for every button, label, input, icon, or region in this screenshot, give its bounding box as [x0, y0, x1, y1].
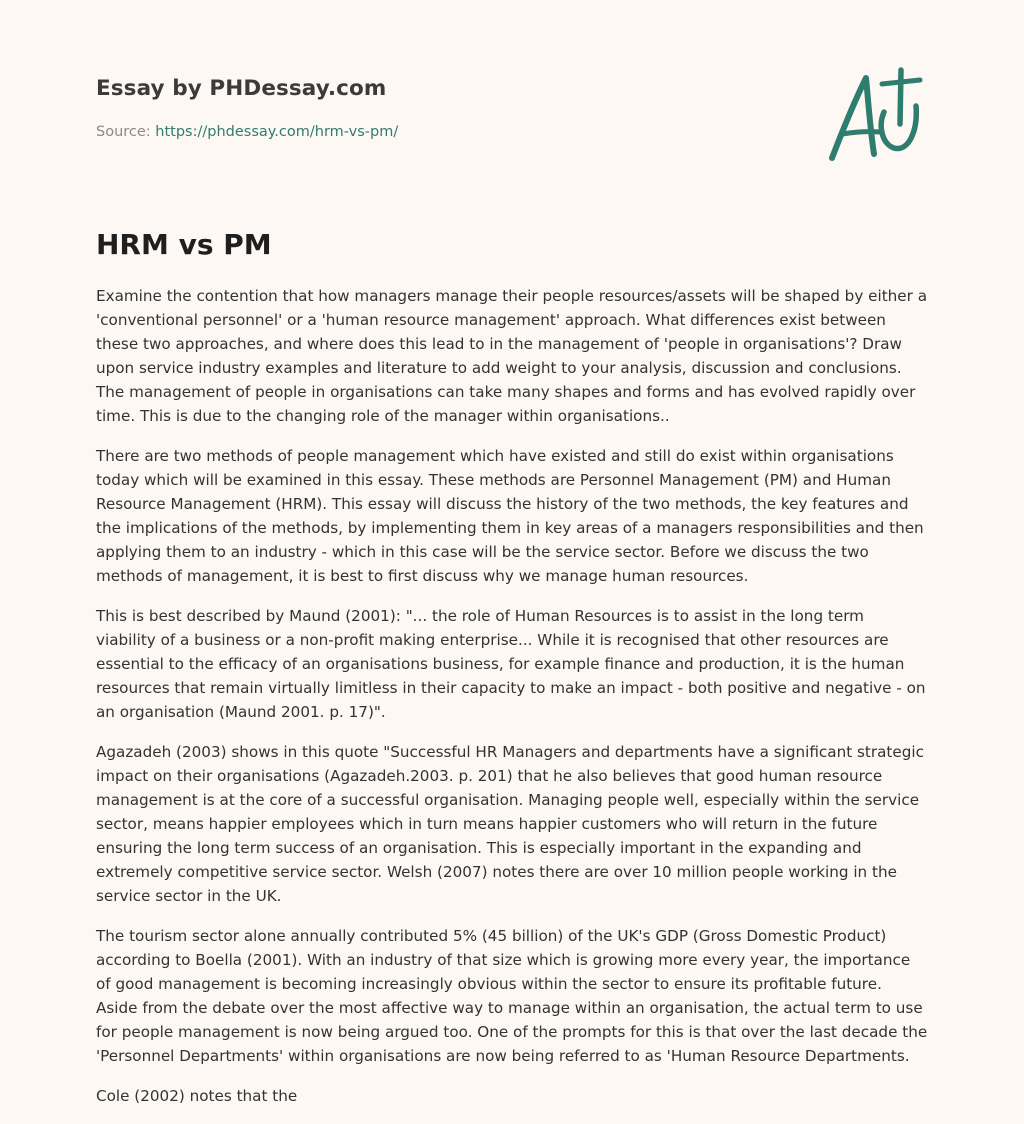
source-label: Source: [96, 124, 151, 140]
essay-title: HRM vs PM [96, 228, 272, 261]
essay-paragraph: There are two methods of people management which have existed and still do exist within organisations today which will be examined in this essay. These methods are Personnel Management (PM) and Human Resource Management (HRM). This essay will discuss the history of the two methods, the key features and the implications of the methods, by implementing them in key areas of a managers responsibilities and then applying them to an industry - which in this case will be the service sector. Before we discuss the two methods of management, it is best to first discuss why we manage human resources. [96, 447, 924, 585]
a-plus-logo-icon [820, 66, 930, 166]
essay-paragraph: Cole (2002) notes that the [96, 1087, 298, 1105]
site-title: Essay by PHDessay.com [96, 76, 387, 101]
essay-body [96, 284, 928, 1108]
essay-paragraph: Examine the contention that how managers manage their people resources/assets will be shaped by either a 'conventional personnel' or a 'human resource management' approach. What differences exist between these two approaches, and where does this lead to in the management of 'people in organisations'? Draw upon service industry examples and literature to add weight to your analysis, discussion and conclusions. The management of people in organisations can take many shapes and forms and has evolved rapidly over time. This is due to the changing role of the manager within organisations.. [96, 287, 928, 425]
page-header [96, 0, 928, 215]
source-line [96, 124, 398, 140]
essay-paragraph: Agazadeh (2003) shows in this quote "Successful HR Managers and departments have a significant strategic impact on their organisations (Agazadeh.2003. p. 201) that he also believes that good human resource management is at the core of a successful organisation. Managing people well, especially within the service sector, means happier employees which in turn means happier customers who will return in the future ensuring the long term success of an organisation. This is especially important in the expanding and extremely competitive service sector. Welsh (2007) notes there are over 10 million people working in the service sector in the UK. [96, 743, 924, 905]
essay-paragraph: The tourism sector alone annually contributed 5% (45 billion) of the UK's GDP (Gross Domestic Product) according to Boella (2001). With an industry of that size which is growing more every year, the importance of good management is becoming increasingly obvious within the sector to ensure its profitable future. Aside from the debate over the most affective way to manage within an organisation, the actual term to use for people management is now being argued too. One of the prompts for this is that over the last decade the 'Personnel Departments' within organisations are now being referred to as 'Human Resource Departments. [96, 927, 928, 1065]
essay-paragraph: This is best described by Maund (2001): "... the role of Human Resources is to assist in the long term viability of a business or a non-profit making enterprise... While it is recognised that other resources are essential to the efficacy of an organisations business, for example finance and production, it is the human resources that remain virtually limitless in their capacity to make an impact - both positive and negative - on an organisation (Maund 2001. p. 17)". [96, 607, 926, 721]
source-link[interactable]: https://phdessay.com/hrm-vs-pm/ [155, 124, 399, 140]
